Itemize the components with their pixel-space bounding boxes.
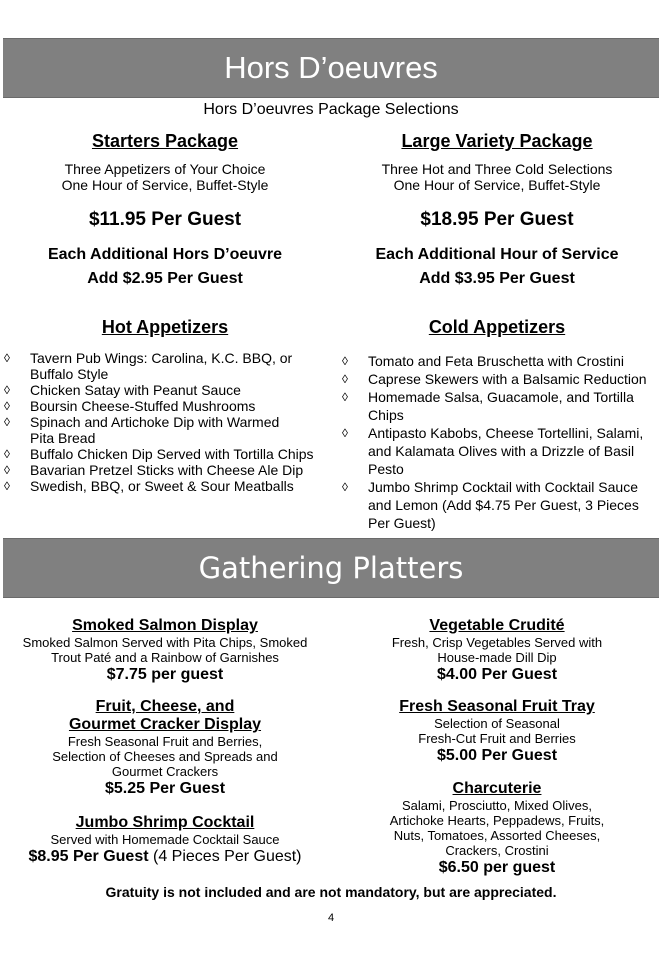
diamond-bullet-icon: ◊ <box>4 415 10 429</box>
platter-desc: Nuts, Tomatoes, Assorted Cheeses, <box>393 828 601 843</box>
list-item: ◊ Boursin Cheese-Stuffed Mushrooms <box>4 398 256 414</box>
list-item: ◊ Tomato and Feta Bruschetta with Crostini <box>342 353 625 369</box>
large-variety-package-desc-1: Three Hot and Three Cold Selections <box>381 161 613 177</box>
platter-desc: Fresh-Cut Fruit and Berries <box>418 731 576 746</box>
platter-price: $6.50 per guest <box>438 859 556 876</box>
list-item: ◊ Tavern Pub Wings: Carolina, K.C. BBQ, or Buffalo Style <box>4 350 293 382</box>
platter-desc: Fresh, Crisp Vegetables Served with <box>391 635 603 650</box>
cold-appetizers-title: Cold Appetizers <box>428 317 566 337</box>
platter-price: $4.00 Per Guest <box>436 666 558 683</box>
diamond-bullet-icon: ◊ <box>4 351 10 365</box>
hot-appetizers-list <box>4 350 324 494</box>
charcuterie <box>332 780 662 878</box>
diamond-bullet-icon: ◊ <box>4 447 10 461</box>
large-variety-package <box>332 131 662 291</box>
platter-desc: Salami, Prosciutto, Mixed Olives, <box>401 798 592 813</box>
platter-desc: Fresh Seasonal Fruit and Berries, <box>67 734 263 749</box>
list-item: ◊ Spinach and Artichoke Dip with Warmed Pita Bread <box>4 414 280 446</box>
starters-extra-label: Each Additional Hors D’oeuvre <box>47 246 283 263</box>
diamond-bullet-icon: ◊ <box>4 383 10 397</box>
large-variety-package-price: $18.95 Per Guest <box>420 209 574 230</box>
diamond-bullet-icon: ◊ <box>4 479 10 493</box>
platter-desc: House-made Dill Dip <box>437 650 557 665</box>
fresh-seasonal-fruit-tray <box>332 698 662 766</box>
list-item: ◊ Jumbo Shrimp Cocktail with Cocktail Sauce and Lemon (Add $4.75 Per Guest, 3 Pieces Per Guest) <box>342 479 639 531</box>
diamond-bullet-icon: ◊ <box>4 463 10 477</box>
platter-desc: Trout Paté and a Rainbow of Garnishes <box>51 650 279 665</box>
list-item: ◊ Buffalo Chicken Dip Served with Tortilla Chips <box>4 446 314 462</box>
platter-title: Smoked Salmon Display <box>72 617 258 634</box>
large-variety-package-title: Large Variety Package <box>401 131 593 151</box>
package-selections-subtitle: Hors D’oeuvres Package Selections <box>203 101 459 118</box>
list-item: ◊ Homemade Salsa, Guacamole, and Tortilla Chips <box>342 389 634 423</box>
starters-package-desc-1: Three Appetizers of Your Choice <box>64 161 266 177</box>
list-item: ◊ Swedish, BBQ, or Sweet & Sour Meatballs <box>4 478 294 494</box>
jumbo-shrimp-cocktail <box>0 814 330 867</box>
gratuity-note: Gratuity is not included and are not mandatory, but are appreciated. <box>105 884 557 900</box>
platter-desc: Selection of Seasonal <box>434 716 560 731</box>
platter-desc: Gourmet Crackers <box>111 764 219 779</box>
platter-title: Vegetable Crudité <box>429 617 565 634</box>
smoked-salmon-display <box>0 617 330 685</box>
banner-title: Gathering Platters <box>198 551 464 585</box>
platter-price: $8.95 Per Guest (4 Pieces Per Guest) <box>28 848 302 865</box>
list-item: ◊ Caprese Skewers with a Balsamic Reduction <box>342 371 647 387</box>
large-variety-extra-price: Add $3.95 Per Guest <box>419 270 575 287</box>
platter-title: Fruit, Cheese, and <box>95 698 235 715</box>
starters-package-price: $11.95 Per Guest <box>88 209 242 230</box>
platter-title: Gourmet Cracker Display <box>68 716 262 733</box>
diamond-bullet-icon: ◊ <box>4 399 10 413</box>
platter-title: Jumbo Shrimp Cocktail <box>75 814 255 831</box>
platter-desc: Smoked Salmon Served with Pita Chips, Smoked <box>22 635 308 650</box>
diamond-bullet-icon: ◊ <box>342 372 348 386</box>
platter-desc: Crackers, Crostini <box>445 843 549 858</box>
platter-price: $5.25 Per Guest <box>104 780 226 797</box>
fruit-cheese-cracker-display <box>0 698 330 799</box>
starters-package <box>0 131 330 291</box>
hot-appetizers-title: Hot Appetizers <box>101 317 229 337</box>
diamond-bullet-icon: ◊ <box>342 426 348 440</box>
large-variety-package-desc-2: One Hour of Service, Buffet-Style <box>393 177 601 193</box>
diamond-bullet-icon: ◊ <box>342 354 348 368</box>
starters-extra-price: Add $2.95 Per Guest <box>87 270 243 287</box>
gathering-platters-banner <box>3 538 659 598</box>
banner-title: Hors D’oeuvres <box>224 50 438 85</box>
starters-package-title: Starters Package <box>91 131 239 151</box>
hors-doeuvres-banner <box>3 38 659 98</box>
vegetable-crudite <box>332 617 662 685</box>
platter-title: Fresh Seasonal Fruit Tray <box>399 698 595 715</box>
diamond-bullet-icon: ◊ <box>342 390 348 404</box>
platter-title: Charcuterie <box>452 780 542 797</box>
diamond-bullet-icon: ◊ <box>342 480 348 494</box>
list-item: ◊ Antipasto Kabobs, Cheese Tortellini, Salami, and Kalamata Olives with a Drizzle of Basil Pesto <box>342 425 644 477</box>
platter-price: $5.00 Per Guest <box>436 747 558 764</box>
platter-desc: Selection of Cheeses and Spreads and <box>52 749 278 764</box>
list-item: ◊ Chicken Satay with Peanut Sauce <box>4 382 241 398</box>
page-number: 4 <box>327 912 335 924</box>
platter-price-note: (4 Pieces Per Guest) <box>148 848 302 865</box>
platter-desc: Served with Homemade Cocktail Sauce <box>50 832 280 847</box>
starters-package-desc-2: One Hour of Service, Buffet-Style <box>61 177 269 193</box>
large-variety-extra-label: Each Additional Hour of Service <box>375 246 619 263</box>
platter-price: $7.75 per guest <box>106 666 224 683</box>
platter-desc: Artichoke Hearts, Peppadews, Fruits, <box>389 813 605 828</box>
cold-appetizers-list <box>342 352 658 532</box>
list-item: ◊ Bavarian Pretzel Sticks with Cheese Ale Dip <box>4 462 304 478</box>
